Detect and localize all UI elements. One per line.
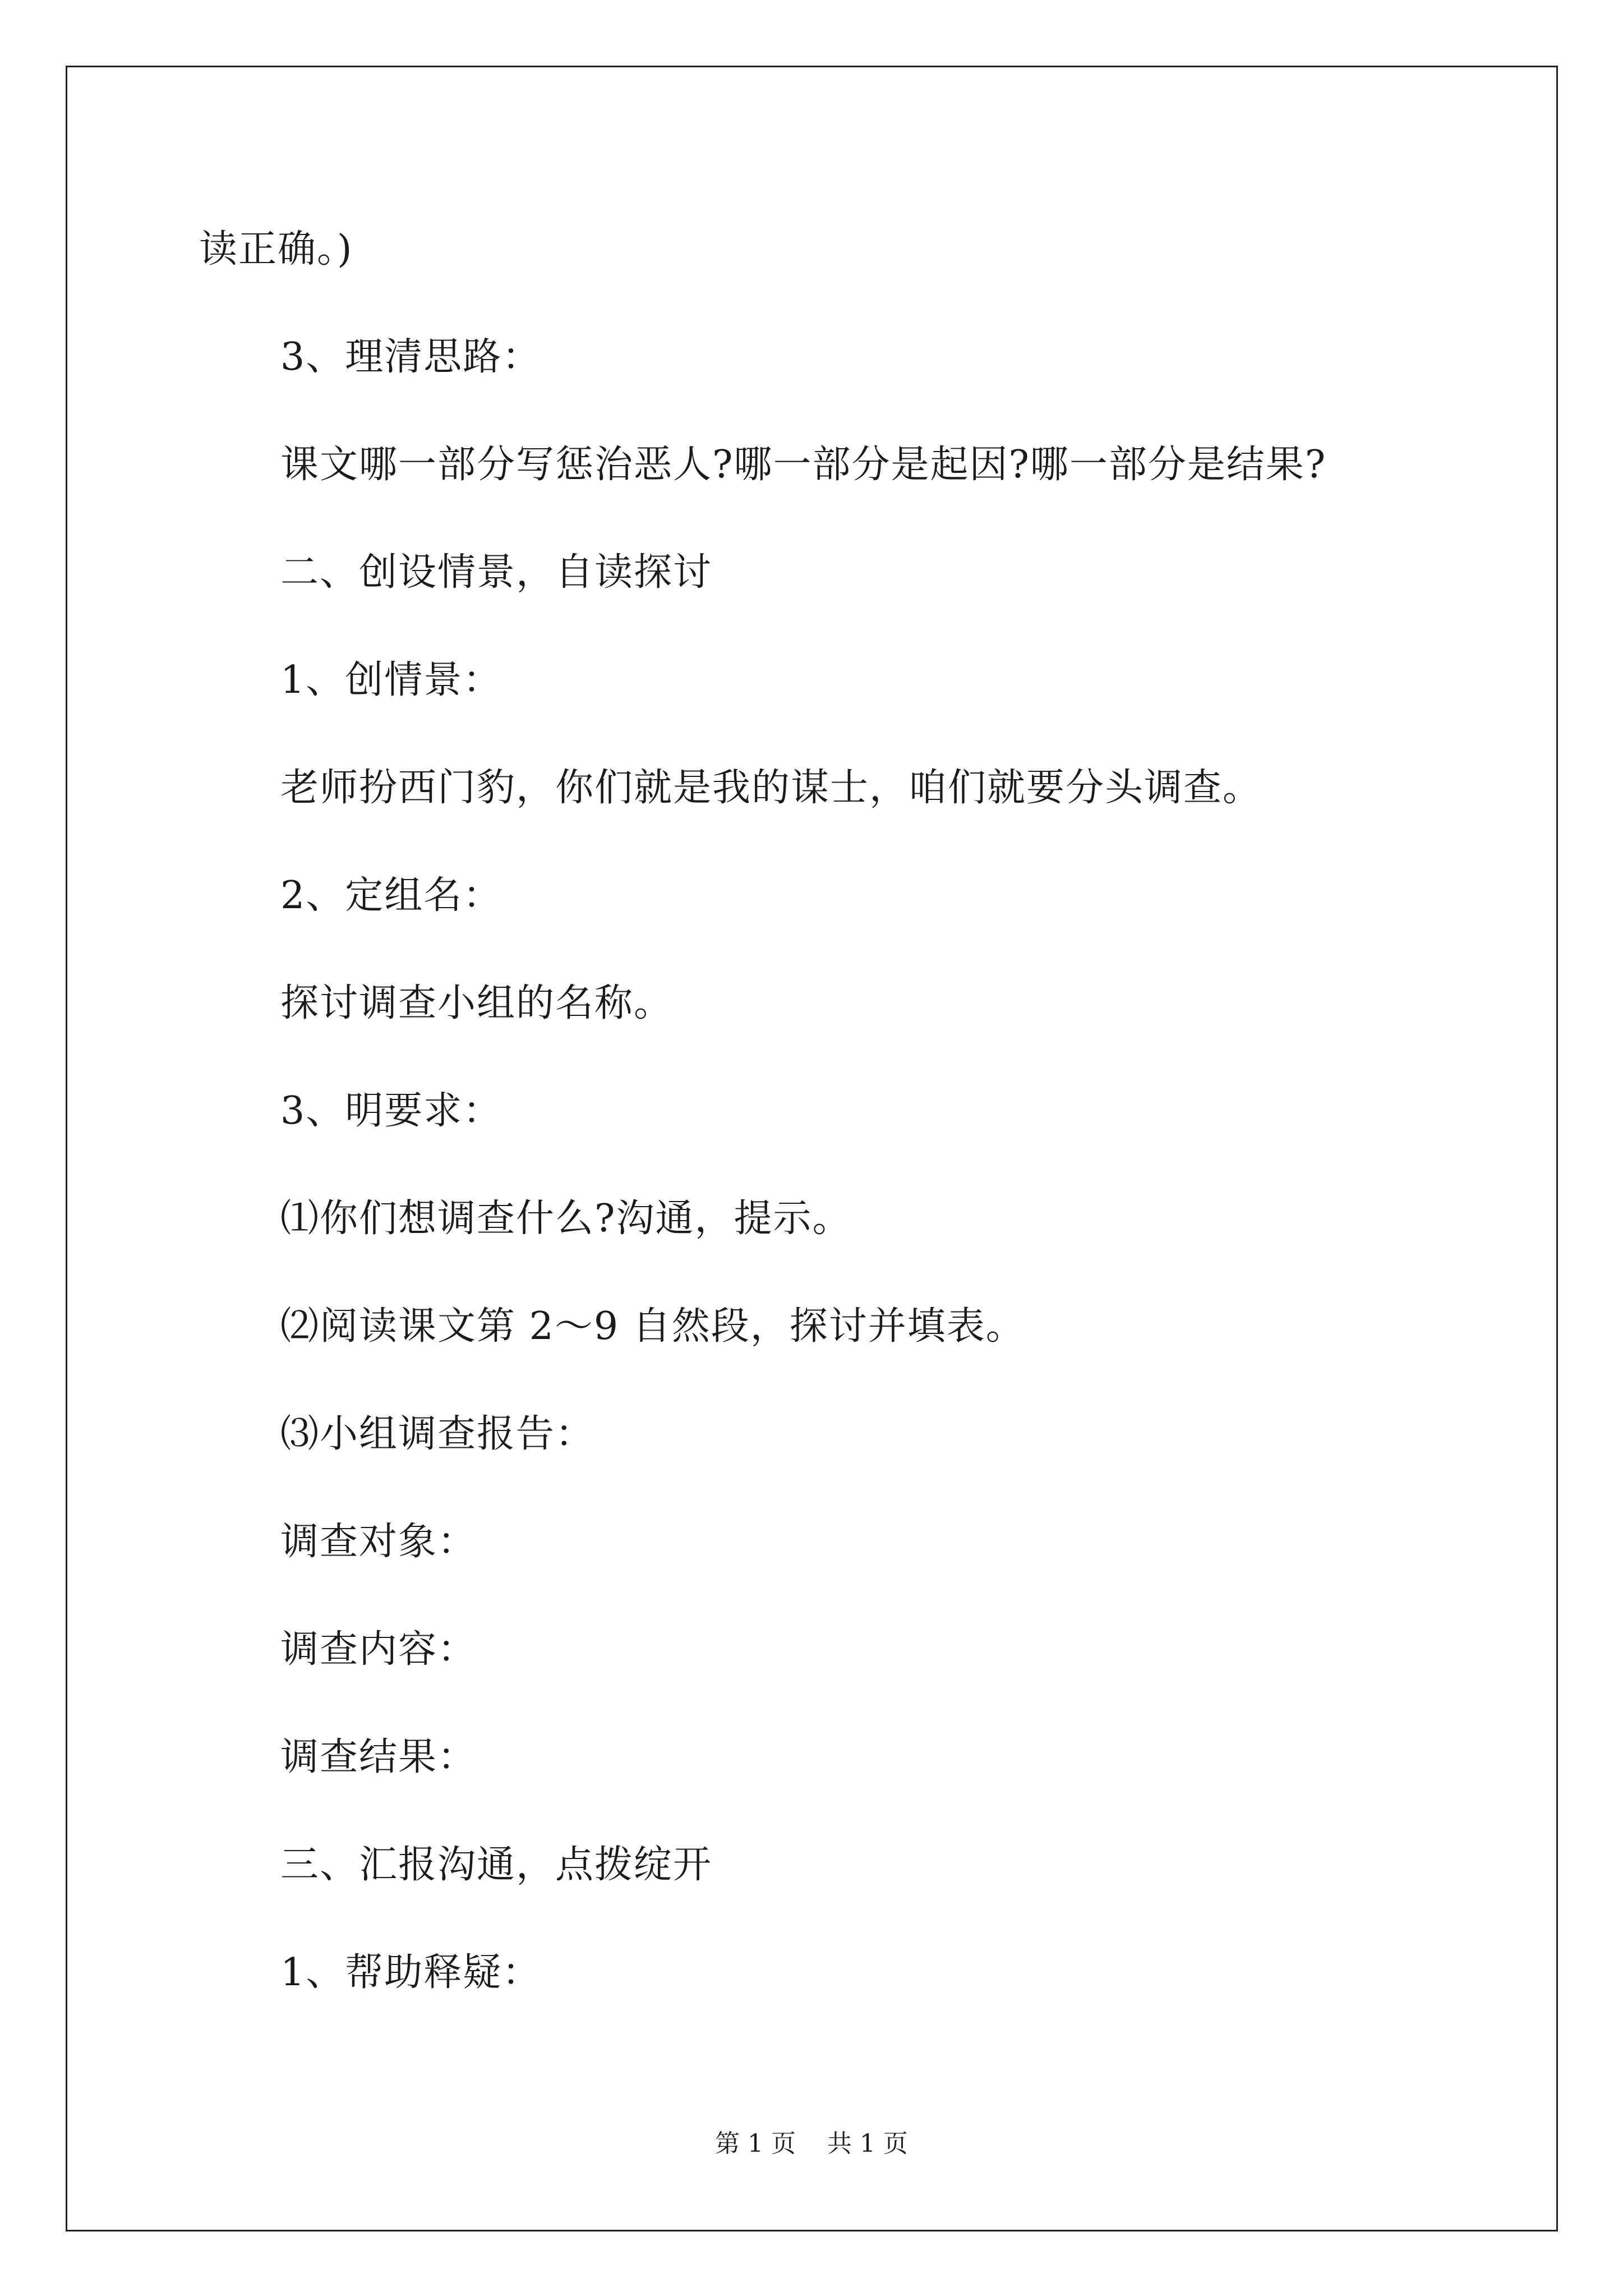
paragraph-line: ⑶小组调查报告： [280,1412,595,1456]
page-border [66,66,1558,2231]
paragraph-line: 1、帮助释疑： [280,1950,542,1995]
paragraph-line: 老师扮西门豹，你们就是我的谋士，咱们就要分头调查。 [280,766,1262,810]
section-heading: 三、汇报沟通，点拨绽开 [280,1843,713,1887]
section-heading: 二、创设情景，自读探讨 [280,550,713,595]
paragraph-line: 3、明要求： [280,1089,502,1133]
paragraph-line: 课文哪一部分写惩治恶人?哪一部分是起因?哪一部分是结果? [280,443,1327,487]
paragraph-line: 调查内容： [280,1627,477,1672]
paragraph-line: 2、定组名： [280,873,502,918]
paragraph-line: 读正确。) [199,227,353,272]
paragraph-line: 探讨调查小组的名称。 [280,981,674,1025]
page-footer: 第 1 页 共 1 页 [715,2129,908,2158]
paragraph-line: 调查结果： [280,1735,477,1779]
paragraph-line: ⑴你们想调查什么?沟通，提示。 [280,1197,852,1241]
paragraph-line: 3、理清思路： [280,335,542,379]
paragraph-line: 1、创情景： [280,658,502,702]
paragraph-line: ⑵阅读课文第 2～9 自然段，探讨并填表。 [280,1304,1025,1349]
paragraph-line: 调查对象： [280,1520,477,1564]
